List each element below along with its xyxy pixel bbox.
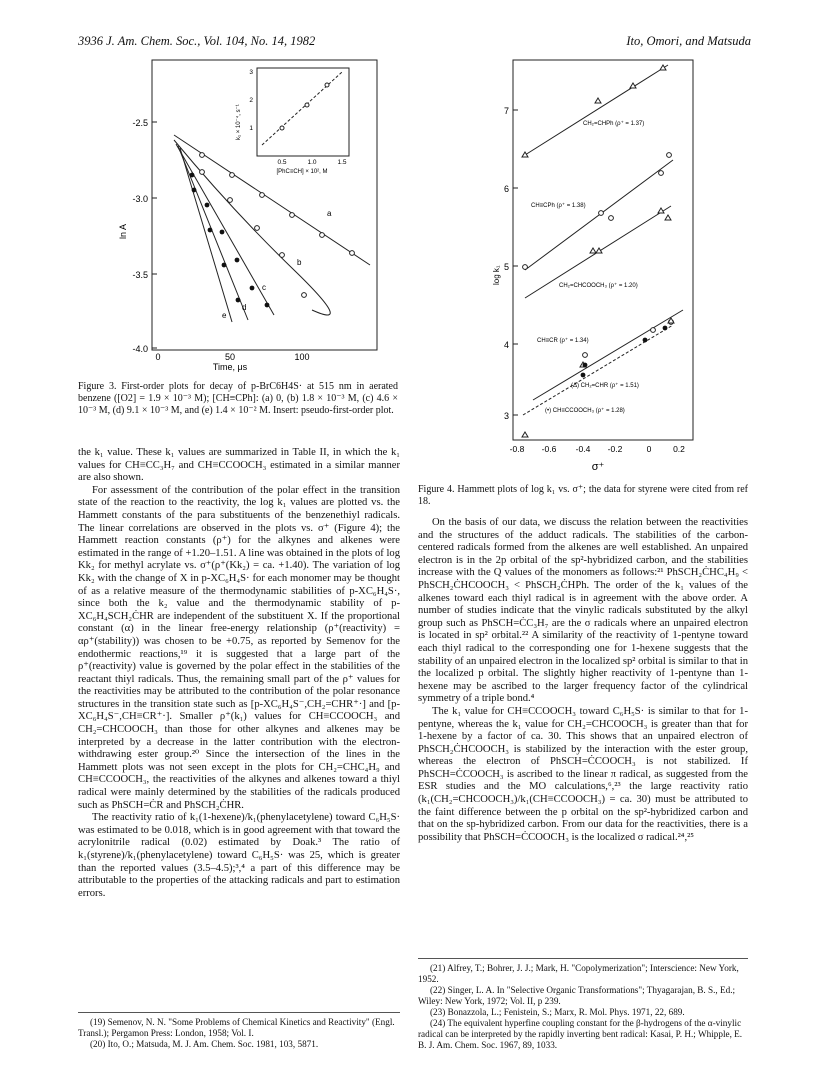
figure-3-plot (118, 60, 382, 372)
figure-3-caption: Figure 3. First-order plots for decay of p-BrC6H4S· at 515 nm in aerated benzene ([O2] = 1.9 × 10⁻³ M); [CH≡CPh]: (a) 0, (b) 1.8 × 10⁻³ M, (c) 4.6 × 10⁻³ M, (d) 9.1 × 10⁻³ M, and (e) 1.4 × 10⁻² M. Insert: pseudo-first-order plot. (78, 381, 398, 416)
fig3-inset-ytick: 3 (249, 69, 253, 76)
fig4-xtick: -0.8 (509, 444, 525, 454)
footnote: (19) Semenov, N. N. "Some Problems of Chemical Kinetics and Reactivity" (Engl. Transl.); Pergamon Press: London, 1958; Vol. I. (78, 1017, 395, 1038)
fig4-xlabel: σ⁺ (591, 461, 605, 473)
footnote: (24) The equivalent hyperfine coupling constant for the β-hydrogens of the α-vinylic radical can be interpreted by the rapidly inverting bent radical: Kasai, P. H.; Whipple, E. B. J. Am. Chem. Soc. 1967, 89, 1033. (418, 1018, 743, 1050)
footnotes-left (78, 1012, 400, 1050)
footnote: (21) Alfrey, T.; Bohrer, J. J.; Mark, H. "Copolymerization"; Interscience: New York, 1952. (418, 963, 739, 984)
right-column-text (418, 517, 748, 844)
left-column-text (78, 447, 400, 900)
fig3-curve-e (180, 148, 232, 322)
fig3-curve-d (178, 146, 248, 320)
fig4-line-label-phenylacetylene: CH≡CPh (ρ⁺ = 1.38) (531, 203, 586, 209)
footnote: (22) Singer, L. A. In "Selective Organic Transformations"; Thyagarajan, B. S., Ed.; Wiley: New York, 1972; Vol. II, p 239. (418, 985, 736, 1006)
fig3-ylabel: ln A (118, 223, 128, 239)
fig4-line-label-styrene: CH₂=CHPh (ρ⁺ = 1.37) (583, 121, 645, 127)
fig4-ylabel: log k₁ (492, 265, 501, 285)
paragraph: the k₁ value. These k₁ values are summarized in Table II, in which the k₁ values for CH≡CC₃H₇ and CH≡CCOOCH₃ estimated in a similar manner are also shown. (78, 447, 400, 484)
fig4-line-label-alkyne: CH≡CR (ρ⁺ = 1.34) (537, 338, 589, 344)
fig3-xtick: 0 (155, 352, 161, 362)
fig4-xtick: -0.2 (607, 444, 623, 454)
fig4-line-label-alkene: (Δ) CH₂=CHR (ρ⁺ = 1.51) (571, 383, 639, 389)
fig4-xtick: -0.6 (541, 444, 557, 454)
paragraph: The k₁ value for CH≡CCOOCH₃ toward C₆H₅S· is similar to that for 1-pentyne, whereas the k₁ value for CH₂=CHCOOCH₃ is greater than that for 1-hexene by a factor of ca. 30. This shows that an unpaired electron of PhSCH₂ĊHCOOCH₃ is stabilized by the interaction with the ester group, whereas the electron of PhSCH=ĊCOOCH₃ is not stabilized. If PhSCH=ĊCOOCH₃ is ascribed to the linear π radical, as suggested from the ESR studies and the MO calculations,⁶,²³ the large reactivity ratio (k₁(CH₂=CHCOOCH₃)/k₁(CH≡CCOOCH₃) = ca. 30) must be attributed to the faint difference between the p orbital on the sp²-hybridized carbon and that on the sp-hybridized carbon. From our data for the reactivities, there is a possibility that PhSCH=ĊCOOCH₃ is the localized σ radical.²⁴,²⁵ (418, 705, 748, 843)
fig3-series-label-e: e (222, 311, 227, 320)
fig3-inset-ytick: 1 (249, 125, 253, 132)
fig3-ytick: -4.0 (132, 344, 148, 354)
fig3-series-label-a: a (327, 209, 332, 218)
fig3-series-label-d: d (242, 303, 247, 312)
fig3-inset-ytick: 2 (249, 97, 253, 104)
fig3-xtick: 50 (224, 352, 236, 362)
fig3-inset-xlabel: [PhC≡CH] × 10², M (276, 169, 328, 175)
fig3-inset (235, 68, 349, 175)
figure-4-caption: Figure 4. Hammett plots of log k₁ vs. σ⁺; the data for styrene were cited from ref 18. (418, 484, 748, 507)
footnote: (23) Bonazzola, L.; Fenistein, S.; Marx, R. Mol. Phys. 1971, 22, 689. (430, 1007, 685, 1017)
paragraph: On the basis of our data, we discuss the relation between the reactivities and the structures of the adduct radicals. The stabilities of the carbon-centered radicals formed from the alkenes are well established. An unpaired electron is in the 2p orbital of the sp²-hybridized carbon, and the stabilities increase with the Q values of the monomers as follows:²¹ PhSCH₂ĊHC₄H₉ < PhSCH₂ĊHCOOCH₃ < PhSCH₂ĊHPh. The order of the k₁ values of the alkenes toward each thiyl radical is in agreement with the above order. A number of studies indicate that the vinylic radicals substituted by the alkyl group such as PhSCH=ĊC₃H₇ are the σ radicals where an unpaired electron is located in sp² orbital.²² A similarity of the reactivity of 1-pentyne toward each thiyl radical to the corresponding one for 1-hexene suggests that the stability of an unpaired electron in the localized sp² orbital is similar to that in the localized p orbital. The slightly higher reactivity of 1-pentyne than 1-hexene may be ascribed to the larger frequency factor of the cylindrical symmetry of a triple bond.⁴ (418, 517, 748, 705)
running-header-authors: Ito, Omori, and Matsuda (626, 34, 751, 48)
fig4-ytick: 3 (503, 411, 509, 421)
fig3-series-label-b: b (297, 258, 302, 267)
running-header-journal: 3936 J. Am. Chem. Soc., Vol. 104, No. 14, 1982 (78, 34, 316, 48)
footnote: (20) Ito, O.; Matsuda, M. J. Am. Chem. Soc. 1981, 103, 5871. (90, 1039, 319, 1049)
paragraph: The reactivity ratio of k₁(1-hexene)/k₁(phenylacetylene) toward C₆H₅S· was estimated to be 0.018, which is in good agreement with that toward the acrylonitrile radical (0.02) estimated by Doak.³ The ratio of k₁(styrene)/k₁(phenylacetylene) toward C₆H₅S· was 25, which is greater than the reported values (3.5–4.5);³,⁴ a part of this difference may be attributable to the properties of the attacking radicals and part to estimation errors. (78, 812, 400, 899)
fig4-ytick: 5 (503, 262, 509, 272)
fig4-line-label-methyl-acrylate: CH₂=CHCOOCH₃ (ρ⁺ = 1.20) (559, 283, 638, 289)
fig4-ytick: 7 (503, 106, 509, 116)
fig3-inset-ylabel: k₁ × 10⁻⁴, s⁻¹ (236, 104, 242, 140)
fig3-ytick: -2.5 (132, 118, 148, 128)
footnotes-right (418, 958, 748, 1051)
paragraph: For assessment of the contribution of the polar effect in the transition state of the reaction to the reactivity, the log k₁ values are plotted vs. the Hammett constants of the para substituents of the benzenethiyl radicals. The linear correlations are observed in the plots vs. σ⁺ (Figure 4); the Hammett reaction constants (ρ⁺) for the alkynes and alkenes were estimated in the range of +1.20–1.51. A line was obtained in the plots of log Kk₂ for methyl acrylate vs. σ⁺(ρ⁺(Kk₂) = ca. +1.40). The variation of log Kk₂ with the change of X in p-XC₆H₄S· for each monomer may be thought of as a relative measure of the thermodynamic stabilities of p-XC₆H₄S·, since both the k₂ value and the thermodynamic stability of p-XC₆H₄SCH₂ĊHR are independent of the substituent X. If the proportional constant (α) in the linear free-energy relationship (ρ⁺(reactivity) = αρ⁺(stability)) was chosen to be +0.75, as reported by Semenov for the endothermic reactions,¹⁹ it is suggested that a large part of the ρ⁺(reactivity) value is governed by the polar effect in the stabilities of the reactant thiyl radicals. Thus, the remaining small part of the ρ⁺ values for the reactivities may be attributed to the contribution of the polar resonance structures in the transition state such as [p-XC₆H₄S⁻,CH₂=CHR⁺·] and [p-XC₆H₄S⁻,CH≡CR⁺·]. Smaller ρ⁺(k₁) values for CH≡CCOOCH₃ and CH₂=CHCOOCH₃ than those for other alkynes and alkenes may be interpreted by a decrease in the latter contribution with the electron-withdrawing ester group.²⁰ Since the intersection of the lines in the Hammett plots was not seen except in the plots for CH₂=CHC₄H₉ and CH≡CCOOCH₃, the reactivities of the alkynes and alkenes toward a thiyl radical were mainly determined by the stabilities of the radicals produced such as PhSCH=ĊR and PhSCH₂ĊHR. (78, 484, 400, 811)
fig4-xtick: 0.2 (673, 444, 685, 454)
fig4-line-label-methyl-propiolate: (•) CH≡CCOOCH₃ (ρ⁺ = 1.28) (545, 408, 625, 414)
fig3-inset-xtick: 1.0 (307, 159, 317, 166)
fig3-inset-xtick: 1.5 (337, 159, 347, 166)
fig3-series-label-c: c (262, 283, 266, 292)
figure-4-plot (492, 60, 703, 473)
fig3-ytick: -3.0 (132, 194, 148, 204)
fig4-ytick: 6 (503, 184, 509, 194)
fig4-xtick: -0.4 (575, 444, 591, 454)
fig4-ytick: 4 (503, 340, 509, 350)
fig3-ytick: -3.5 (132, 270, 148, 280)
fig3-xtick: 100 (294, 352, 310, 362)
fig4-xtick: 0 (646, 444, 652, 454)
fig3-xlabel: Time, μs (212, 362, 248, 372)
fig3-inset-xtick: 0.5 (277, 159, 287, 166)
